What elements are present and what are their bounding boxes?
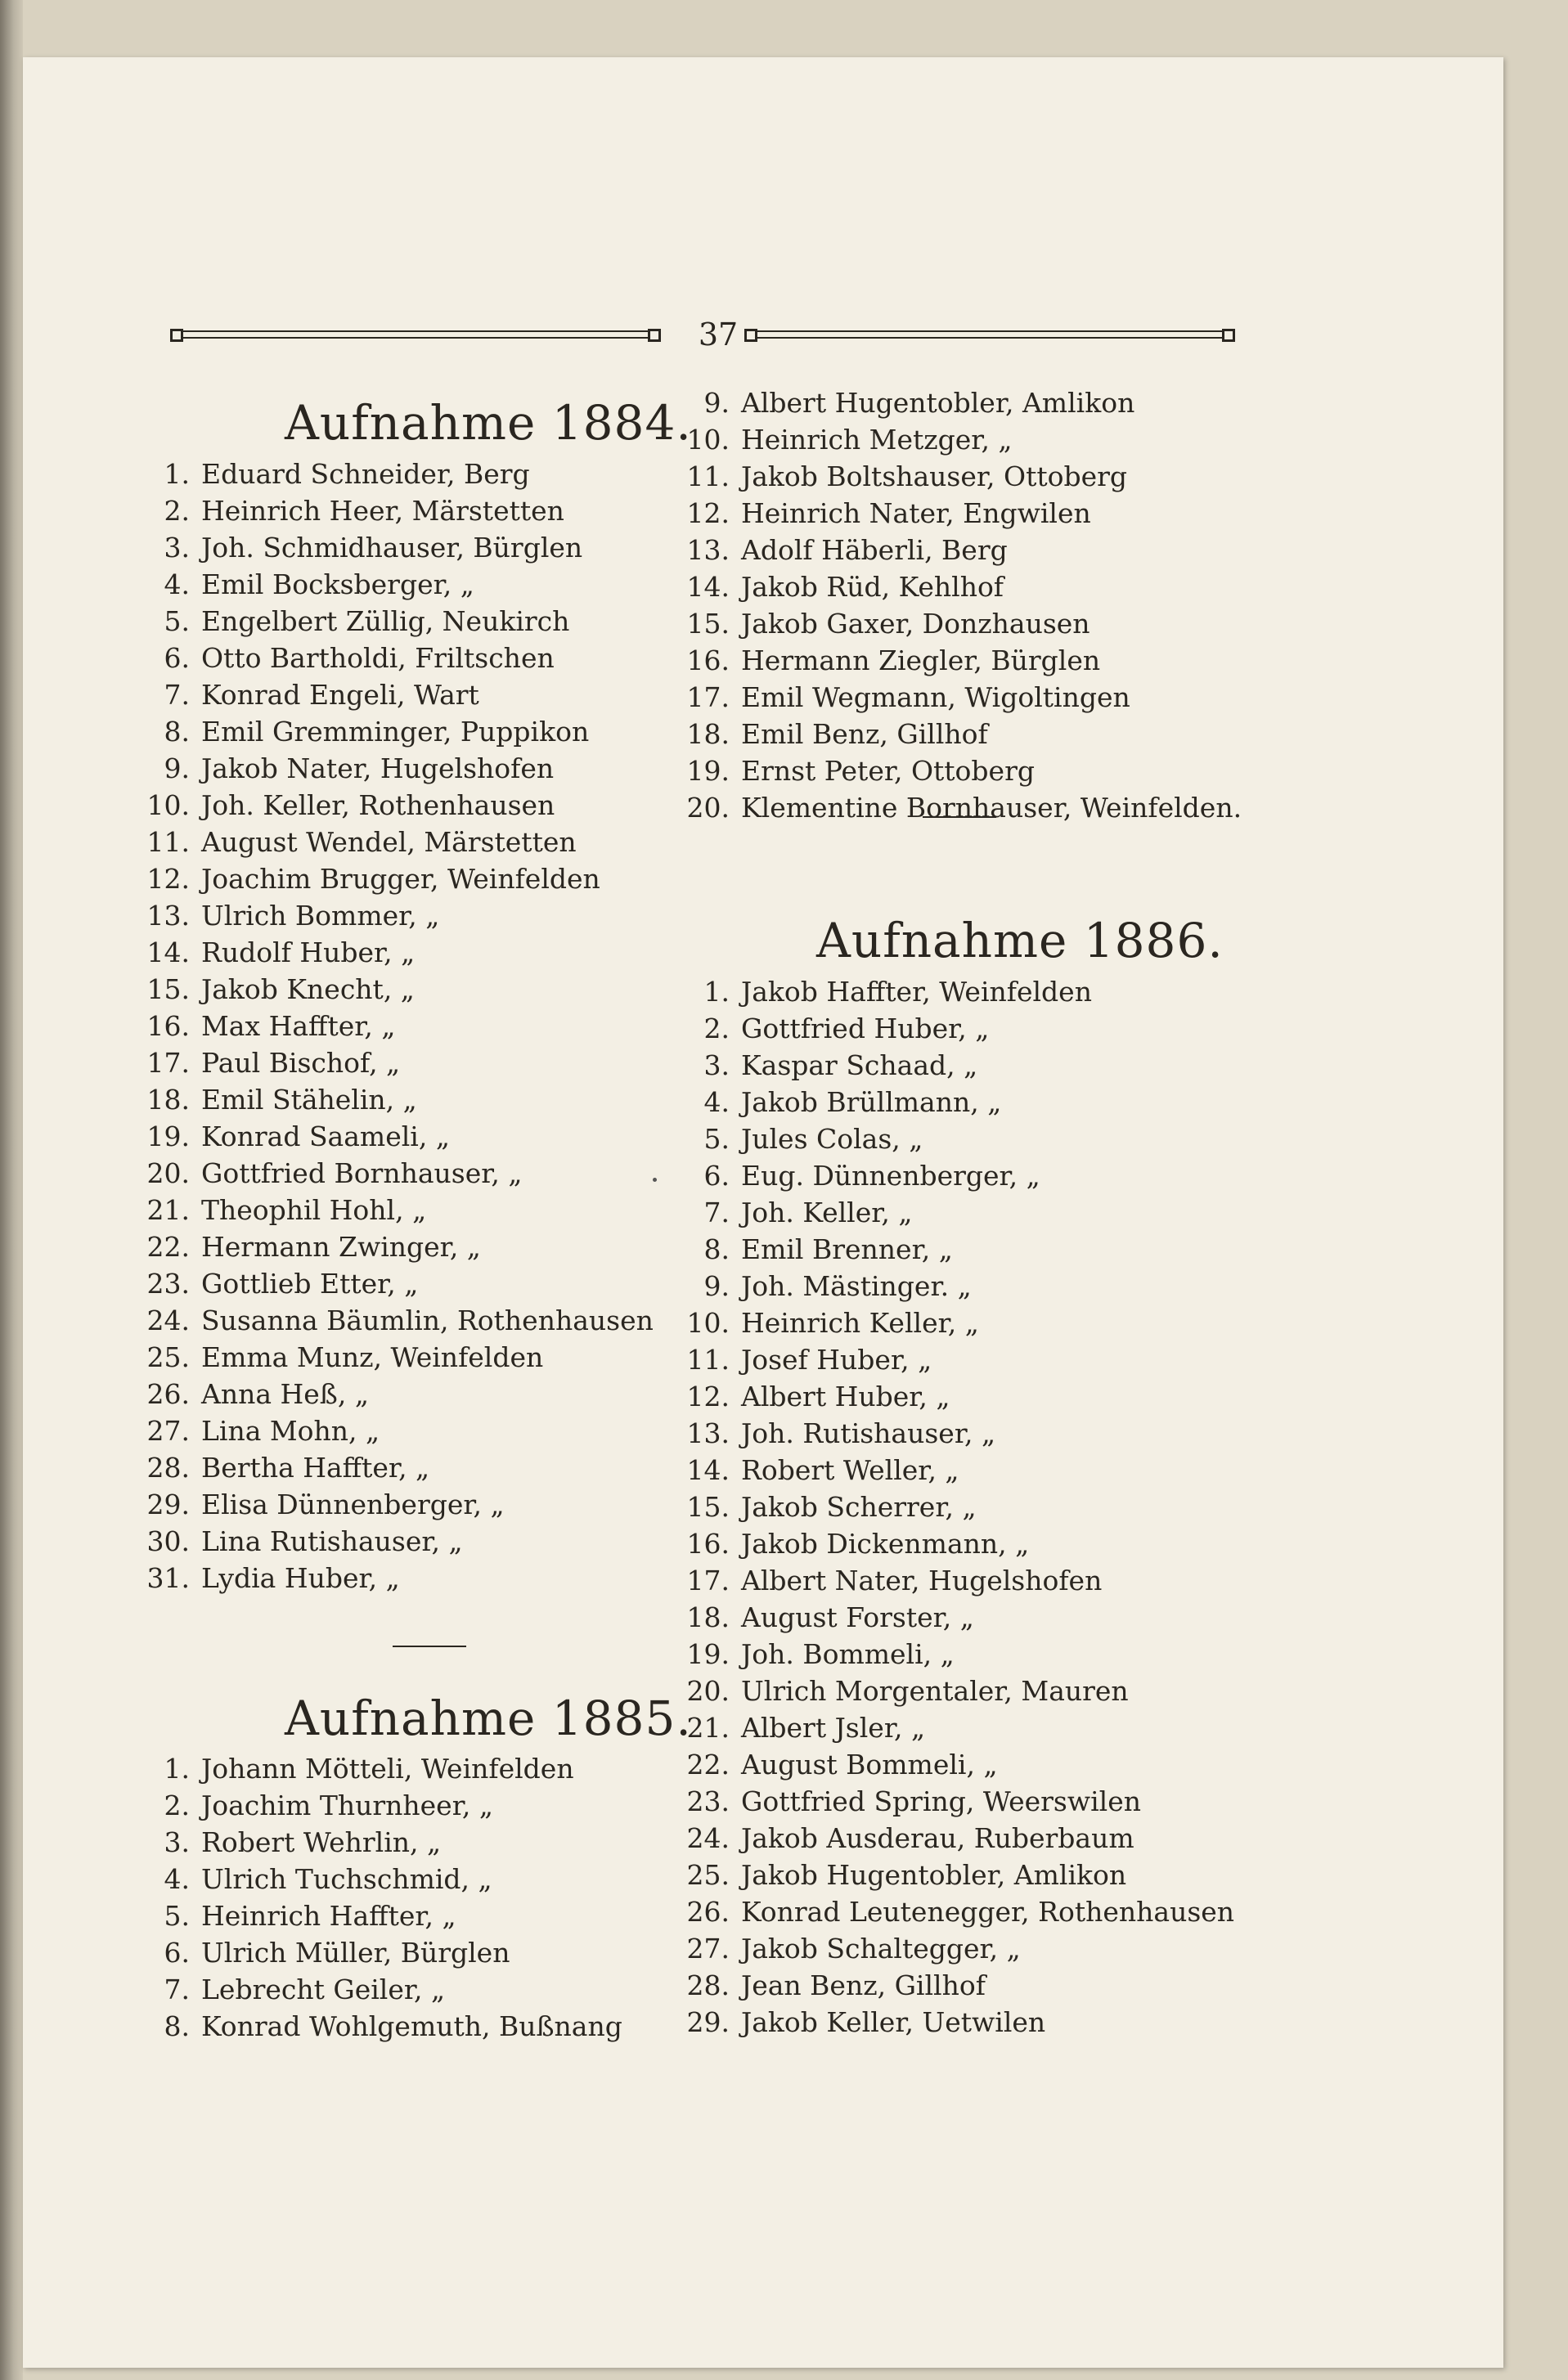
entry-text: Otto Bartholdi, Friltschen — [201, 642, 555, 674]
entry-number: 9. — [703, 1270, 730, 1302]
list-item — [137, 1339, 654, 1376]
list-item — [137, 1412, 654, 1449]
list-item — [677, 1047, 1234, 1084]
heading-1884: Aufnahme 1884. — [285, 395, 692, 451]
list-item — [137, 1824, 622, 1861]
entry-text: Jakob Keller, Uetwilen — [741, 2006, 1046, 2038]
entry-text: Emma Munz, Weinfelden — [201, 1341, 544, 1373]
entry-number: 11. — [686, 460, 730, 492]
entry-text: Albert Hugentobler, Amlikon — [741, 387, 1135, 419]
entry-number: 10. — [686, 1307, 730, 1339]
list-item — [137, 603, 654, 640]
entry-number: 2. — [164, 1789, 190, 1821]
list-item — [137, 824, 654, 860]
entry-number: 5. — [164, 1900, 190, 1932]
list-item — [137, 787, 654, 824]
entry-text: Emil Wegmann, Wigoltingen — [741, 681, 1130, 713]
list-item — [677, 1562, 1234, 1599]
entry-text: Heinrich Keller, „ — [741, 1307, 979, 1339]
list-item — [137, 750, 654, 787]
entry-number: 13. — [146, 900, 190, 932]
entry-number: 1. — [703, 976, 730, 1008]
entry-number: 24. — [146, 1305, 190, 1336]
entry-number: 12. — [146, 863, 190, 895]
entry-text: Heinrich Nater, Engwilen — [741, 497, 1091, 529]
entry-text: Konrad Leutenegger, Rothenhausen — [741, 1896, 1235, 1928]
entry-text: Max Haffter, „ — [201, 1010, 396, 1042]
entry-text: August Bommeli, „ — [741, 1749, 998, 1781]
book-spine — [0, 0, 23, 2380]
list-item — [137, 1008, 654, 1044]
list-item — [677, 1415, 1234, 1452]
list-item — [137, 934, 654, 971]
list-item — [677, 1967, 1234, 2004]
entry-text: Rudolf Huber, „ — [201, 936, 416, 968]
list-item — [137, 860, 654, 897]
list-item — [137, 1897, 622, 1934]
entry-number: 23. — [146, 1268, 190, 1300]
list-item — [677, 789, 1242, 826]
list-item — [137, 1155, 654, 1192]
entry-number: 26. — [686, 1896, 730, 1928]
entry-number: 13. — [686, 534, 730, 566]
list-item — [137, 1787, 622, 1824]
list-1885-part2 — [677, 384, 1242, 826]
entry-number: 12. — [686, 497, 730, 529]
entry-text: Joh. Keller, Rothenhausen — [201, 789, 555, 821]
list-item — [677, 532, 1242, 568]
entry-number: 8. — [164, 716, 190, 748]
entry-text: Theophil Hohl, „ — [201, 1194, 427, 1226]
list-item — [137, 1971, 622, 2008]
entry-text: Jakob Dickenmann, „ — [741, 1528, 1030, 1560]
list-item — [137, 713, 654, 750]
entry-number: 22. — [686, 1749, 730, 1781]
entry-number: 22. — [146, 1231, 190, 1263]
entry-text: Jakob Scherrer, „ — [741, 1491, 977, 1523]
entry-number: 19. — [686, 1638, 730, 1670]
entry-text: Gottfried Huber, „ — [741, 1013, 990, 1044]
entry-number: 16. — [146, 1010, 190, 1042]
entry-text: Robert Wehrlin, „ — [201, 1826, 442, 1858]
entry-number: 16. — [686, 1528, 730, 1560]
list-item — [677, 642, 1242, 679]
entry-number: 15. — [686, 608, 730, 640]
entry-number: 18. — [686, 718, 730, 750]
list-item — [137, 1044, 654, 1081]
entry-text: Anna Heß, „ — [201, 1378, 369, 1410]
list-item — [137, 1081, 654, 1118]
entry-text: Jakob Gaxer, Donzhausen — [741, 608, 1090, 640]
entry-text: Emil Brenner, „ — [741, 1233, 953, 1265]
entry-number: 1. — [164, 458, 190, 490]
list-item — [137, 1523, 654, 1560]
list-item — [677, 973, 1234, 1010]
entry-number: 29. — [146, 1489, 190, 1520]
list-item — [137, 676, 654, 713]
list-item — [137, 971, 654, 1008]
entry-number: 29. — [686, 2006, 730, 2038]
entry-text: Lebrecht Geiler, „ — [201, 1974, 446, 2005]
entry-number: 9. — [703, 387, 730, 419]
entry-text: Joh. Schmidhauser, Bürglen — [201, 532, 583, 564]
list-item — [677, 716, 1242, 752]
entry-text: Jakob Ausderau, Ruberbaum — [741, 1822, 1134, 1854]
entry-number: 8. — [164, 2010, 190, 2042]
list-item — [677, 679, 1242, 716]
entry-text: Jean Benz, Gillhof — [741, 1969, 986, 2001]
entry-text: Emil Bocksberger, „ — [201, 568, 474, 600]
entry-number: 13. — [686, 1417, 730, 1449]
entry-text: Joh. Keller, „ — [741, 1197, 913, 1228]
list-item — [677, 1525, 1234, 1562]
list-item — [677, 1783, 1234, 1820]
entry-number: 20. — [686, 792, 730, 824]
list-item — [137, 1302, 654, 1339]
entry-text: Konrad Saameli, „ — [201, 1120, 450, 1152]
entry-number: 7. — [703, 1197, 730, 1228]
entry-text: Josef Huber, „ — [741, 1344, 932, 1376]
list-item — [677, 1157, 1234, 1194]
separator-left — [393, 1646, 466, 1647]
list-item — [137, 1376, 654, 1412]
entry-text: Gottfried Bornhauser, „ — [201, 1157, 523, 1189]
page-number: 37 — [698, 317, 739, 353]
entry-text: Engelbert Züllig, Neukirch — [201, 605, 570, 637]
entry-number: 10. — [146, 789, 190, 821]
entry-number: 19. — [686, 755, 730, 787]
entry-number: 1. — [164, 1753, 190, 1785]
entry-text: Emil Gremminger, Puppikon — [201, 716, 590, 748]
entry-text: Gottlieb Etter, „ — [201, 1268, 419, 1300]
entry-text: Paul Bischof, „ — [201, 1047, 401, 1079]
entry-number: 17. — [686, 1565, 730, 1596]
list-item — [137, 529, 654, 566]
list-item — [677, 752, 1242, 789]
list-item — [137, 1228, 654, 1265]
entry-text: Jakob Haffter, Weinfelden — [741, 976, 1092, 1008]
heading-1885: Aufnahme 1885. — [285, 1691, 692, 1746]
entry-number: 24. — [686, 1822, 730, 1854]
list-item — [677, 568, 1242, 605]
entry-number: 28. — [686, 1969, 730, 2001]
list-item — [137, 456, 654, 492]
entry-number: 15. — [686, 1491, 730, 1523]
list-item — [677, 1452, 1234, 1489]
entry-text: Joachim Thurnheer, „ — [201, 1789, 493, 1821]
entry-text: Robert Weller, „ — [741, 1454, 959, 1486]
entry-text: Hermann Zwinger, „ — [201, 1231, 481, 1263]
entry-number: 4. — [703, 1086, 730, 1118]
entry-text: Heinrich Haffter, „ — [201, 1900, 456, 1932]
list-item — [137, 1934, 622, 1971]
entry-text: Eduard Schneider, Berg — [201, 458, 530, 490]
list-1886 — [677, 973, 1234, 2041]
entry-text: Susanna Bäumlin, Rothenhausen — [201, 1305, 654, 1336]
entry-number: 17. — [146, 1047, 190, 1079]
entry-number: 18. — [686, 1601, 730, 1633]
entry-number: 14. — [146, 936, 190, 968]
list-item — [677, 1378, 1234, 1415]
list-item — [137, 1486, 654, 1523]
entry-number: 7. — [164, 1974, 190, 2005]
entry-text: Emil Stähelin, „ — [201, 1084, 417, 1116]
entry-text: August Forster, „ — [741, 1601, 974, 1633]
list-item — [137, 2008, 622, 2045]
entry-text: Albert Huber, „ — [741, 1381, 950, 1412]
entry-text: Gottfried Spring, Weerswilen — [741, 1785, 1141, 1817]
entry-text: Joh. Mästinger. „ — [741, 1270, 972, 1302]
entry-number: 6. — [164, 1937, 190, 1969]
entry-number: 30. — [146, 1525, 190, 1557]
entry-text: Eug. Dünnenberger, „ — [741, 1160, 1040, 1192]
entry-number: 23. — [686, 1785, 730, 1817]
list-item — [677, 1636, 1234, 1673]
entry-text: Ulrich Tuchschmid, „ — [201, 1863, 492, 1895]
entry-text: Kaspar Schaad, „ — [741, 1049, 978, 1081]
entry-number: 20. — [686, 1675, 730, 1707]
entry-number: 6. — [703, 1160, 730, 1192]
list-item — [137, 1449, 654, 1486]
entry-number: 2. — [703, 1013, 730, 1044]
entry-number: 14. — [686, 571, 730, 603]
entry-text: August Wendel, Märstetten — [201, 826, 577, 858]
entry-number: 6. — [164, 642, 190, 674]
entry-text: Jakob Rüd, Kehlhof — [741, 571, 1004, 603]
list-item — [677, 458, 1242, 495]
entry-number: 12. — [686, 1381, 730, 1412]
entry-number: 26. — [146, 1378, 190, 1410]
separator-right — [923, 816, 996, 818]
list-item — [677, 1120, 1234, 1157]
entry-number: 10. — [686, 424, 730, 456]
ink-speck — [653, 1178, 657, 1182]
list-item — [677, 1010, 1234, 1047]
entry-text: Joachim Brugger, Weinfelden — [201, 863, 600, 895]
list-item — [137, 1118, 654, 1155]
entry-number: 9. — [164, 752, 190, 784]
entry-number: 8. — [703, 1233, 730, 1265]
entry-text: Heinrich Metzger, „ — [741, 424, 1013, 456]
entry-text: Jakob Brüllmann, „ — [741, 1086, 1002, 1118]
list-item — [677, 605, 1242, 642]
list-item — [677, 1268, 1234, 1305]
list-item — [137, 566, 654, 603]
list-item — [677, 1305, 1234, 1341]
entry-number: 3. — [164, 532, 190, 564]
entry-text: Joh. Rutishauser, „ — [741, 1417, 996, 1449]
list-1885-part1 — [137, 1750, 622, 2045]
entry-text: Heinrich Heer, Märstetten — [201, 495, 564, 527]
list-item — [137, 492, 654, 529]
list-item — [677, 2004, 1234, 2041]
entry-text: Joh. Bommeli, „ — [741, 1638, 955, 1670]
heading-1886: Aufnahme 1886. — [816, 913, 1224, 968]
entry-number: 4. — [164, 1863, 190, 1895]
entry-number: 11. — [686, 1344, 730, 1376]
entry-number: 20. — [146, 1157, 190, 1189]
entry-number: 21. — [686, 1712, 730, 1744]
entry-text: Ulrich Müller, Bürglen — [201, 1937, 510, 1969]
header-rule-right — [744, 326, 1235, 348]
entry-text: Jules Colas, „ — [741, 1123, 923, 1155]
entry-text: Jakob Boltshauser, Ottoberg — [741, 460, 1128, 492]
list-item — [137, 640, 654, 676]
list-item — [677, 1930, 1234, 1967]
list-item — [677, 1084, 1234, 1120]
entry-text: Ernst Peter, Ottoberg — [741, 755, 1035, 787]
entry-number: 18. — [146, 1084, 190, 1116]
entry-number: 31. — [146, 1562, 190, 1594]
list-item — [137, 1192, 654, 1228]
entry-number: 21. — [146, 1194, 190, 1226]
entry-text: Lina Rutishauser, „ — [201, 1525, 463, 1557]
entry-text: Ulrich Morgentaler, Mauren — [741, 1675, 1129, 1707]
list-item — [137, 1265, 654, 1302]
list-item — [677, 1673, 1234, 1709]
list-item — [677, 1893, 1234, 1930]
entry-text: Jakob Knecht, „ — [201, 973, 415, 1005]
entry-number: 25. — [146, 1341, 190, 1373]
book-page — [23, 57, 1503, 2368]
entry-text: Adolf Häberli, Berg — [741, 534, 1008, 566]
entry-text: Johann Mötteli, Weinfelden — [201, 1753, 574, 1785]
entry-text: Konrad Engeli, Wart — [201, 679, 479, 711]
entry-text: Emil Benz, Gillhof — [741, 718, 988, 750]
list-item — [677, 1341, 1234, 1378]
list-item — [137, 1750, 622, 1787]
entry-text: Bertha Haffter, „ — [201, 1452, 430, 1484]
list-item — [137, 1861, 622, 1897]
entry-text: Lydia Huber, „ — [201, 1562, 400, 1594]
entry-number: 15. — [146, 973, 190, 1005]
entry-number: 28. — [146, 1452, 190, 1484]
entry-number: 5. — [703, 1123, 730, 1155]
entry-number: 4. — [164, 568, 190, 600]
list-item — [137, 897, 654, 934]
list-item — [677, 495, 1242, 532]
list-item — [677, 1194, 1234, 1231]
entry-number: 2. — [164, 495, 190, 527]
entry-text: Lina Mohn, „ — [201, 1415, 380, 1447]
entry-text: Albert Jsler, „ — [741, 1712, 926, 1744]
list-item — [677, 1857, 1234, 1893]
entry-text: Jakob Schaltegger, „ — [741, 1933, 1021, 1965]
entry-number: 16. — [686, 644, 730, 676]
list-item — [677, 1489, 1234, 1525]
entry-number: 3. — [164, 1826, 190, 1858]
list-item — [677, 1599, 1234, 1636]
list-item — [677, 421, 1242, 458]
header-rule-left — [170, 326, 661, 348]
entry-number: 5. — [164, 605, 190, 637]
entry-number: 17. — [686, 681, 730, 713]
entry-text: Jakob Hugentobler, Amlikon — [741, 1859, 1127, 1891]
entry-text: Jakob Nater, Hugelshofen — [201, 752, 555, 784]
list-item — [137, 1560, 654, 1596]
entry-text: Ulrich Bommer, „ — [201, 900, 440, 932]
entry-text: Hermann Ziegler, Bürglen — [741, 644, 1101, 676]
entry-text: Konrad Wohlgemuth, Bußnang — [201, 2010, 622, 2042]
entry-text: Elisa Dünnenberger, „ — [201, 1489, 505, 1520]
entry-number: 3. — [703, 1049, 730, 1081]
entry-number: 27. — [146, 1415, 190, 1447]
list-item — [677, 1746, 1234, 1783]
entry-number: 7. — [164, 679, 190, 711]
entry-number: 11. — [146, 826, 190, 858]
entry-number: 25. — [686, 1859, 730, 1891]
entry-number: 27. — [686, 1933, 730, 1965]
list-1884 — [137, 456, 654, 1596]
entry-number: 14. — [686, 1454, 730, 1486]
list-item — [677, 1231, 1234, 1268]
entry-text: Klementine Bornhauser, Weinfelden. — [741, 792, 1242, 824]
entry-number: 19. — [146, 1120, 190, 1152]
list-item — [677, 384, 1242, 421]
list-item — [677, 1820, 1234, 1857]
list-item — [677, 1709, 1234, 1746]
entry-text: Albert Nater, Hugelshofen — [741, 1565, 1103, 1596]
